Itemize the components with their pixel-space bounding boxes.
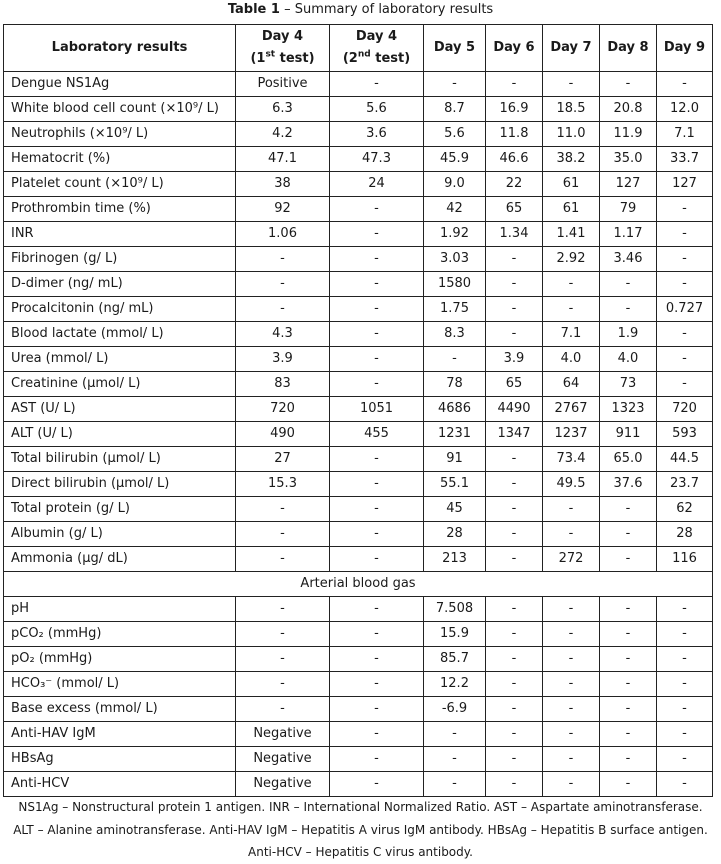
row-label: pO₂ (mmHg) bbox=[4, 647, 236, 672]
value-cell: 28 bbox=[657, 522, 713, 547]
value-cell: - bbox=[330, 697, 424, 722]
header-cell-day bbox=[424, 25, 486, 72]
header-line: Day 8 bbox=[607, 40, 649, 55]
row-label: Procalcitonin (ng/ mL) bbox=[4, 297, 236, 322]
value-cell: - bbox=[543, 722, 600, 747]
value-cell: 85.7 bbox=[424, 647, 486, 672]
value-cell: 1.41 bbox=[543, 222, 600, 247]
header-subline-text: (1 bbox=[250, 51, 266, 66]
row-label: pCO₂ (mmHg) bbox=[4, 622, 236, 647]
value-cell: - bbox=[330, 322, 424, 347]
value-cell: - bbox=[486, 272, 543, 297]
value-cell: - bbox=[236, 297, 330, 322]
value-cell: 4686 bbox=[424, 397, 486, 422]
row-label: HCO₃⁻ (mmol/ L) bbox=[4, 672, 236, 697]
value-cell: - bbox=[330, 647, 424, 672]
value-cell: 6.3 bbox=[236, 97, 330, 122]
table-row bbox=[4, 347, 713, 372]
row-label: White blood cell count (×10⁹/ L) bbox=[4, 97, 236, 122]
header-cell-day bbox=[600, 25, 657, 72]
value-cell: 45.9 bbox=[424, 147, 486, 172]
value-cell: - bbox=[330, 547, 424, 572]
value-cell: - bbox=[486, 297, 543, 322]
value-cell: 73 bbox=[600, 372, 657, 397]
value-cell: 33.7 bbox=[657, 147, 713, 172]
header-line: Day 4 bbox=[261, 29, 304, 44]
value-cell: - bbox=[657, 772, 713, 797]
value-cell: - bbox=[330, 447, 424, 472]
section-heading: Arterial blood gas bbox=[4, 572, 713, 597]
value-cell: - bbox=[600, 747, 657, 772]
value-cell: 720 bbox=[236, 397, 330, 422]
value-cell: 7.1 bbox=[543, 322, 600, 347]
value-cell: - bbox=[486, 772, 543, 797]
value-cell: - bbox=[486, 672, 543, 697]
value-cell: 83 bbox=[236, 372, 330, 397]
value-cell: 8.7 bbox=[424, 97, 486, 122]
value-cell: - bbox=[236, 597, 330, 622]
value-cell: 1237 bbox=[543, 422, 600, 447]
value-cell: - bbox=[330, 272, 424, 297]
row-label: Total bilirubin (µmol/ L) bbox=[4, 447, 236, 472]
value-cell: - bbox=[600, 722, 657, 747]
value-cell: - bbox=[330, 197, 424, 222]
row-label: Anti-HAV IgM bbox=[4, 722, 236, 747]
value-cell: - bbox=[657, 247, 713, 272]
table-row bbox=[4, 122, 713, 147]
value-cell: -6.9 bbox=[424, 697, 486, 722]
table-row bbox=[4, 172, 713, 197]
value-cell: - bbox=[657, 597, 713, 622]
row-label: Albumin (g/ L) bbox=[4, 522, 236, 547]
table-row bbox=[4, 547, 713, 572]
value-cell: 1323 bbox=[600, 397, 657, 422]
value-cell: 213 bbox=[424, 547, 486, 572]
value-cell: - bbox=[424, 72, 486, 97]
value-cell: - bbox=[543, 697, 600, 722]
row-label: Total protein (g/ L) bbox=[4, 497, 236, 522]
table-row bbox=[4, 197, 713, 222]
value-cell: - bbox=[486, 447, 543, 472]
value-cell: - bbox=[600, 497, 657, 522]
value-cell: 35.0 bbox=[600, 147, 657, 172]
header-cell-day bbox=[657, 25, 713, 72]
header-cell-day bbox=[543, 25, 600, 72]
table-row bbox=[4, 672, 713, 697]
table-row bbox=[4, 472, 713, 497]
value-cell: - bbox=[236, 622, 330, 647]
value-cell: 65 bbox=[486, 372, 543, 397]
value-cell: 911 bbox=[600, 422, 657, 447]
value-cell: - bbox=[236, 547, 330, 572]
header-ordinal-suffix: st bbox=[265, 49, 276, 60]
value-cell: - bbox=[657, 672, 713, 697]
value-cell: - bbox=[600, 547, 657, 572]
value-cell: 1231 bbox=[424, 422, 486, 447]
value-cell: 1051 bbox=[330, 397, 424, 422]
value-cell: 45 bbox=[424, 497, 486, 522]
value-cell: 7.508 bbox=[424, 597, 486, 622]
value-cell: 116 bbox=[657, 547, 713, 572]
value-cell: 28 bbox=[424, 522, 486, 547]
value-cell: - bbox=[236, 522, 330, 547]
value-cell: 47.1 bbox=[236, 147, 330, 172]
value-cell: 1.9 bbox=[600, 322, 657, 347]
value-cell: - bbox=[657, 697, 713, 722]
value-cell: 42 bbox=[424, 197, 486, 222]
value-cell: - bbox=[330, 522, 424, 547]
value-cell: - bbox=[424, 747, 486, 772]
header-line: Day 5 bbox=[433, 40, 476, 55]
value-cell: - bbox=[600, 622, 657, 647]
value-cell: - bbox=[330, 772, 424, 797]
value-cell: 92 bbox=[236, 197, 330, 222]
value-cell: - bbox=[236, 647, 330, 672]
header-cell-day bbox=[486, 25, 543, 72]
value-cell: - bbox=[657, 722, 713, 747]
value-cell: - bbox=[486, 472, 543, 497]
value-cell: 9.0 bbox=[424, 172, 486, 197]
value-cell: - bbox=[424, 347, 486, 372]
value-cell: - bbox=[486, 247, 543, 272]
value-cell: - bbox=[486, 722, 543, 747]
value-cell: - bbox=[600, 297, 657, 322]
value-cell: - bbox=[330, 497, 424, 522]
table-header bbox=[4, 25, 713, 72]
row-label: HBsAg bbox=[4, 747, 236, 772]
table-row bbox=[4, 772, 713, 797]
value-cell: - bbox=[543, 272, 600, 297]
row-label: Urea (mmol/ L) bbox=[4, 347, 236, 372]
row-label: AST (U/ L) bbox=[4, 397, 236, 422]
value-cell: 4.0 bbox=[600, 347, 657, 372]
header-subline-close: test) bbox=[275, 51, 315, 66]
row-label: Dengue NS1Ag bbox=[4, 72, 236, 97]
value-cell: 5.6 bbox=[330, 97, 424, 122]
value-cell: - bbox=[486, 622, 543, 647]
section-row bbox=[4, 572, 713, 597]
value-cell: - bbox=[600, 647, 657, 672]
value-cell: 64 bbox=[543, 372, 600, 397]
value-cell: - bbox=[543, 72, 600, 97]
value-cell: - bbox=[236, 672, 330, 697]
value-cell: 11.0 bbox=[543, 122, 600, 147]
header-subline-text: (2 bbox=[342, 51, 358, 66]
value-cell: - bbox=[657, 622, 713, 647]
value-cell: - bbox=[424, 722, 486, 747]
value-cell: Negative bbox=[236, 722, 330, 747]
value-cell: - bbox=[330, 372, 424, 397]
footnote-line: ALT – Alanine aminotransferase. Anti-HAV IgM – Hepatitis A virus IgM antibody. HBsAg – Hepatitis B surface antigen. bbox=[13, 822, 708, 837]
value-cell: 2.92 bbox=[543, 247, 600, 272]
table-body bbox=[4, 72, 713, 797]
header-cell-parameter bbox=[4, 25, 236, 72]
value-cell: - bbox=[657, 347, 713, 372]
value-cell: 22 bbox=[486, 172, 543, 197]
table-row bbox=[4, 272, 713, 297]
value-cell: - bbox=[486, 522, 543, 547]
value-cell: - bbox=[600, 697, 657, 722]
row-label: Hematocrit (%) bbox=[4, 147, 236, 172]
value-cell: - bbox=[330, 72, 424, 97]
value-cell: 4.3 bbox=[236, 322, 330, 347]
value-cell: 127 bbox=[657, 172, 713, 197]
value-cell: 12.2 bbox=[424, 672, 486, 697]
value-cell: - bbox=[486, 72, 543, 97]
value-cell: 78 bbox=[424, 372, 486, 397]
value-cell: - bbox=[543, 597, 600, 622]
value-cell: 127 bbox=[600, 172, 657, 197]
value-cell: 65 bbox=[486, 197, 543, 222]
row-label: pH bbox=[4, 597, 236, 622]
row-label: Prothrombin time (%) bbox=[4, 197, 236, 222]
value-cell: - bbox=[543, 647, 600, 672]
value-cell: 4.2 bbox=[236, 122, 330, 147]
table-row bbox=[4, 747, 713, 772]
row-label: Base excess (mmol/ L) bbox=[4, 697, 236, 722]
table-row bbox=[4, 397, 713, 422]
value-cell: - bbox=[330, 247, 424, 272]
value-cell: - bbox=[657, 222, 713, 247]
footnote-line: Anti-HCV – Hepatitis C virus antibody. bbox=[248, 845, 473, 859]
value-cell: - bbox=[600, 72, 657, 97]
value-cell: - bbox=[486, 647, 543, 672]
value-cell: - bbox=[543, 497, 600, 522]
value-cell: 91 bbox=[424, 447, 486, 472]
table-caption bbox=[0, 1, 721, 18]
value-cell: 593 bbox=[657, 422, 713, 447]
value-cell: 24 bbox=[330, 172, 424, 197]
value-cell: - bbox=[600, 772, 657, 797]
value-cell: Negative bbox=[236, 747, 330, 772]
value-cell: 3.46 bbox=[600, 247, 657, 272]
table-row bbox=[4, 647, 713, 672]
value-cell: - bbox=[600, 522, 657, 547]
value-cell: - bbox=[486, 547, 543, 572]
value-cell: - bbox=[330, 472, 424, 497]
value-cell: 3.03 bbox=[424, 247, 486, 272]
value-cell: 27 bbox=[236, 447, 330, 472]
value-cell: 15.9 bbox=[424, 622, 486, 647]
value-cell: - bbox=[657, 322, 713, 347]
header-line: Day 9 bbox=[663, 40, 706, 55]
value-cell: - bbox=[600, 597, 657, 622]
value-cell: - bbox=[330, 297, 424, 322]
table-row bbox=[4, 97, 713, 122]
value-cell: 11.8 bbox=[486, 122, 543, 147]
table-row bbox=[4, 622, 713, 647]
value-cell: 37.6 bbox=[600, 472, 657, 497]
value-cell: 44.5 bbox=[657, 447, 713, 472]
value-cell: - bbox=[486, 697, 543, 722]
table-row bbox=[4, 222, 713, 247]
value-cell: 720 bbox=[657, 397, 713, 422]
value-cell: 79 bbox=[600, 197, 657, 222]
table-row bbox=[4, 447, 713, 472]
table-row bbox=[4, 497, 713, 522]
table-row bbox=[4, 722, 713, 747]
row-label: Neutrophils (×10⁹/ L) bbox=[4, 122, 236, 147]
value-cell: - bbox=[236, 247, 330, 272]
value-cell: - bbox=[424, 772, 486, 797]
value-cell: - bbox=[236, 697, 330, 722]
value-cell: 0.727 bbox=[657, 297, 713, 322]
value-cell: - bbox=[657, 272, 713, 297]
table-caption-label: Table 1 bbox=[227, 2, 280, 17]
header-line: Laboratory results bbox=[51, 40, 188, 55]
table-row bbox=[4, 297, 713, 322]
value-cell: 4490 bbox=[486, 397, 543, 422]
value-cell: - bbox=[330, 347, 424, 372]
header-ordinal-suffix: nd bbox=[357, 49, 371, 60]
value-cell: 3.9 bbox=[236, 347, 330, 372]
value-cell: - bbox=[330, 222, 424, 247]
table-row bbox=[4, 372, 713, 397]
value-cell: 18.5 bbox=[543, 97, 600, 122]
value-cell: 8.3 bbox=[424, 322, 486, 347]
value-cell: - bbox=[330, 622, 424, 647]
value-cell: - bbox=[486, 597, 543, 622]
table-row bbox=[4, 147, 713, 172]
table-row bbox=[4, 247, 713, 272]
value-cell: - bbox=[543, 297, 600, 322]
value-cell: 1580 bbox=[424, 272, 486, 297]
table-footnote bbox=[0, 796, 721, 864]
value-cell: - bbox=[657, 72, 713, 97]
value-cell: - bbox=[543, 522, 600, 547]
value-cell: - bbox=[543, 772, 600, 797]
table-row bbox=[4, 422, 713, 447]
table-caption-text: – Summary of laboratory results bbox=[279, 2, 494, 17]
value-cell: - bbox=[600, 672, 657, 697]
value-cell: 65.0 bbox=[600, 447, 657, 472]
value-cell: 46.6 bbox=[486, 147, 543, 172]
value-cell: 11.9 bbox=[600, 122, 657, 147]
table-row bbox=[4, 522, 713, 547]
value-cell: - bbox=[657, 372, 713, 397]
row-label: Anti-HCV bbox=[4, 772, 236, 797]
header-cell-day bbox=[236, 25, 330, 72]
value-cell: 62 bbox=[657, 497, 713, 522]
value-cell: 1.06 bbox=[236, 222, 330, 247]
row-label: D-dimer (ng/ mL) bbox=[4, 272, 236, 297]
table-row bbox=[4, 322, 713, 347]
row-label: Creatinine (µmol/ L) bbox=[4, 372, 236, 397]
value-cell: - bbox=[486, 747, 543, 772]
value-cell: 15.3 bbox=[236, 472, 330, 497]
table-row bbox=[4, 697, 713, 722]
value-cell: 272 bbox=[543, 547, 600, 572]
header-line: Day 4 bbox=[355, 29, 398, 44]
value-cell: 1.92 bbox=[424, 222, 486, 247]
value-cell: - bbox=[657, 197, 713, 222]
value-cell: 5.6 bbox=[424, 122, 486, 147]
value-cell: - bbox=[486, 497, 543, 522]
row-label: Ammonia (µg/ dL) bbox=[4, 547, 236, 572]
row-label: ALT (U/ L) bbox=[4, 422, 236, 447]
row-label: INR bbox=[4, 222, 236, 247]
value-cell: 455 bbox=[330, 422, 424, 447]
value-cell: 3.9 bbox=[486, 347, 543, 372]
value-cell: 12.0 bbox=[657, 97, 713, 122]
value-cell: - bbox=[657, 747, 713, 772]
value-cell: - bbox=[330, 672, 424, 697]
header-subline bbox=[240, 48, 325, 70]
value-cell: - bbox=[486, 322, 543, 347]
value-cell: - bbox=[330, 747, 424, 772]
table-row bbox=[4, 597, 713, 622]
value-cell: 55.1 bbox=[424, 472, 486, 497]
table-row bbox=[4, 72, 713, 97]
row-label: Direct bilirubin (µmol/ L) bbox=[4, 472, 236, 497]
value-cell: 49.5 bbox=[543, 472, 600, 497]
value-cell: 490 bbox=[236, 422, 330, 447]
value-cell: 38 bbox=[236, 172, 330, 197]
value-cell: - bbox=[543, 747, 600, 772]
lab-results-table bbox=[3, 24, 713, 797]
value-cell: - bbox=[543, 672, 600, 697]
row-label: Fibrinogen (g/ L) bbox=[4, 247, 236, 272]
value-cell: - bbox=[236, 272, 330, 297]
value-cell: Positive bbox=[236, 72, 330, 97]
value-cell: - bbox=[236, 497, 330, 522]
value-cell: 1347 bbox=[486, 422, 543, 447]
value-cell: 61 bbox=[543, 172, 600, 197]
footnote-line: NS1Ag – Nonstructural protein 1 antigen. INR – International Normalized Ratio. AST – Aspartate aminotransferase. bbox=[18, 800, 703, 814]
value-cell: Negative bbox=[236, 772, 330, 797]
value-cell: 3.6 bbox=[330, 122, 424, 147]
value-cell: 1.34 bbox=[486, 222, 543, 247]
value-cell: 73.4 bbox=[543, 447, 600, 472]
row-label: Platelet count (×10⁹/ L) bbox=[4, 172, 236, 197]
header-subline-close: test) bbox=[370, 51, 411, 66]
value-cell: 38.2 bbox=[543, 147, 600, 172]
value-cell: - bbox=[543, 622, 600, 647]
value-cell: - bbox=[657, 647, 713, 672]
value-cell: - bbox=[600, 272, 657, 297]
value-cell: 16.9 bbox=[486, 97, 543, 122]
value-cell: 4.0 bbox=[543, 347, 600, 372]
value-cell: 23.7 bbox=[657, 472, 713, 497]
header-subline bbox=[334, 48, 419, 70]
value-cell: 20.8 bbox=[600, 97, 657, 122]
value-cell: 61 bbox=[543, 197, 600, 222]
value-cell: 7.1 bbox=[657, 122, 713, 147]
value-cell: - bbox=[330, 597, 424, 622]
header-line: Day 6 bbox=[493, 40, 535, 55]
header-cell-day bbox=[330, 25, 424, 72]
header-row bbox=[4, 25, 713, 72]
value-cell: 1.75 bbox=[424, 297, 486, 322]
value-cell: 1.17 bbox=[600, 222, 657, 247]
value-cell: 47.3 bbox=[330, 147, 424, 172]
value-cell: - bbox=[330, 722, 424, 747]
value-cell: 2767 bbox=[543, 397, 600, 422]
header-line: Day 7 bbox=[550, 40, 592, 55]
row-label: Blood lactate (mmol/ L) bbox=[4, 322, 236, 347]
